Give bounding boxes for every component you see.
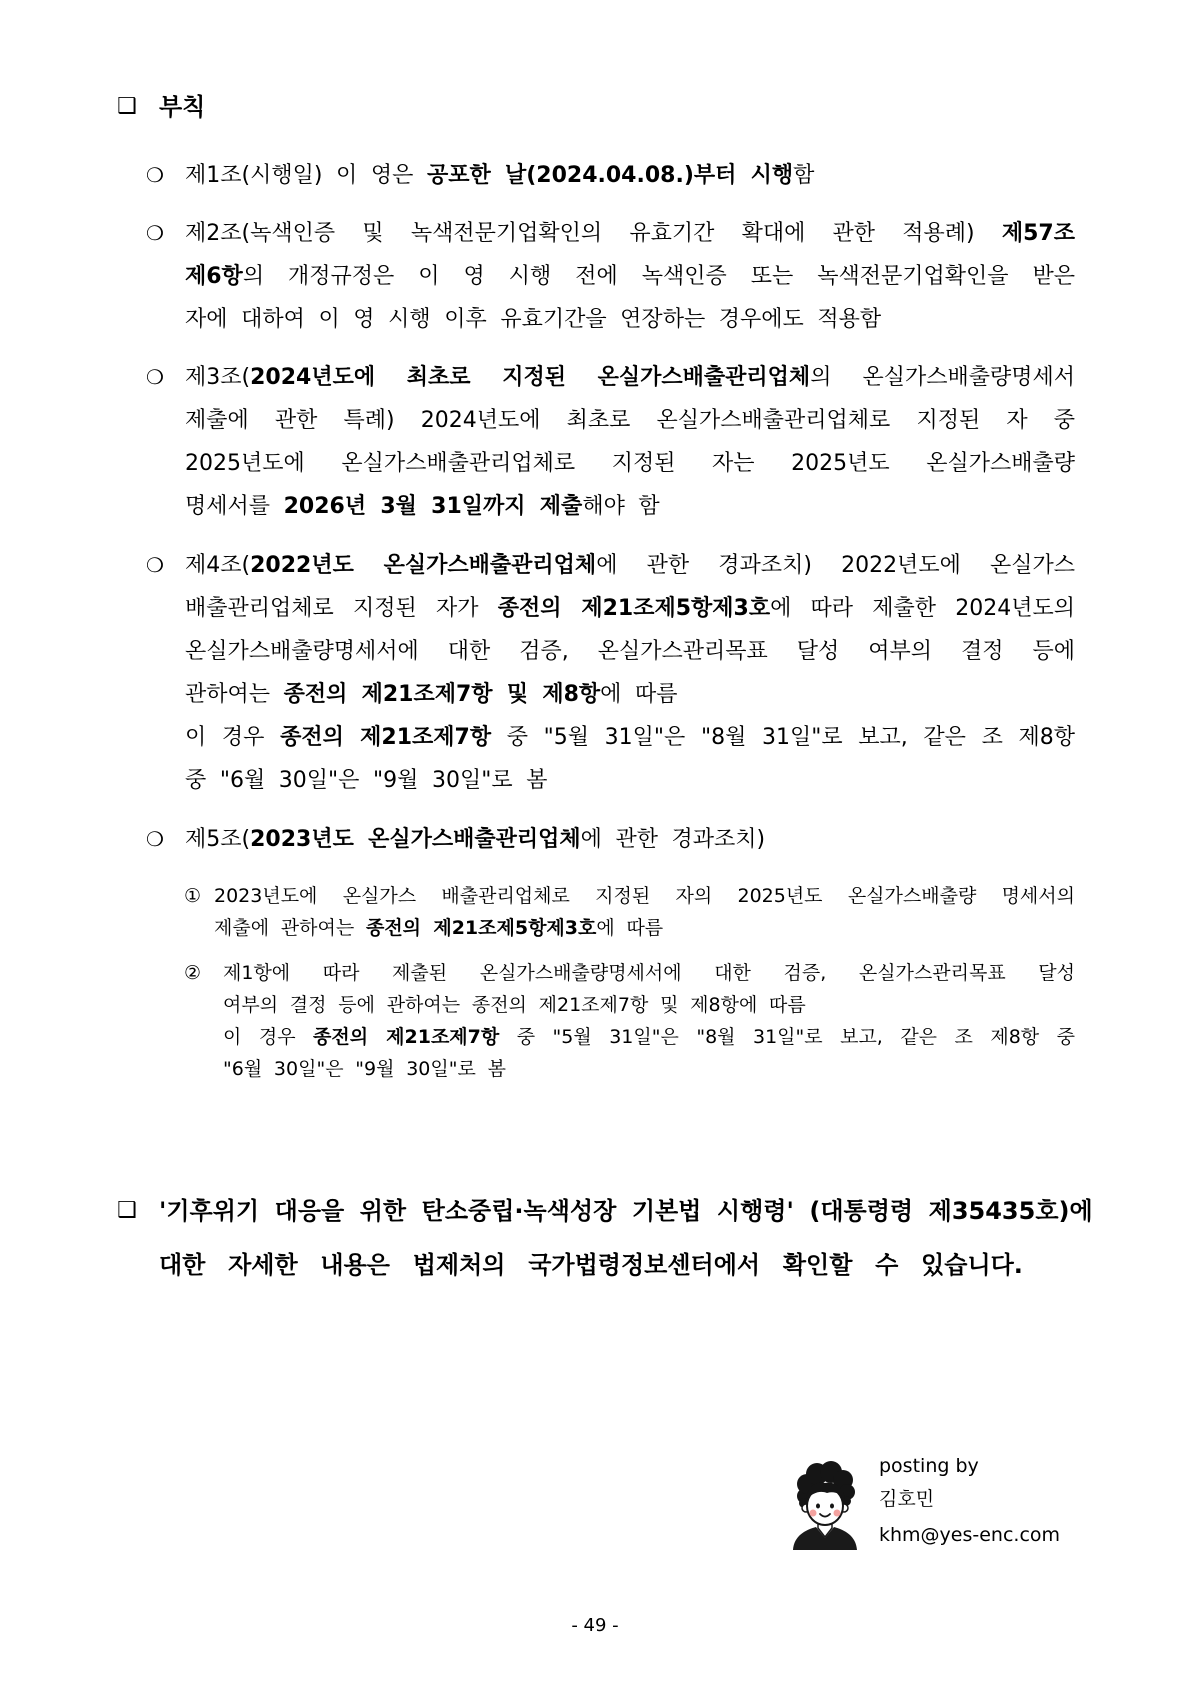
square-bullet-icon: ❑	[117, 94, 137, 119]
text-segment: 이 경우	[223, 1026, 314, 1048]
text-segment: 제5조(	[185, 827, 251, 852]
text-segment: 제출에 관한 특례) 2024년도에 최초로 온실가스배출관리업체로 지정된 자 중	[185, 408, 1075, 433]
text-segment: 함	[793, 163, 815, 188]
text-segment: 중 "6월 30일"은 "9월 30일"로 봄	[185, 768, 548, 793]
bold-segment: 종전의 제21조제5항제3호	[497, 596, 771, 621]
article-5-item-1	[0, 880, 1190, 944]
text-segment: 제출에 관하여는	[214, 917, 366, 939]
text-segment: 에 따름	[600, 682, 678, 707]
reference-note	[0, 1184, 1190, 1292]
text-segment: 여부의 결정 등에 관하여는 종전의 제21조제7항 및 제8항에 따름	[223, 994, 806, 1016]
section-title: 부칙	[159, 93, 206, 121]
text-segment: 제4조(	[185, 553, 251, 578]
item-number: ①	[184, 885, 202, 907]
text-segment: 자에 대하여 이 영 시행 이후 유효기간을 연장하는 경우에도 적용함	[185, 307, 882, 332]
article-line	[185, 630, 1075, 673]
text-segment: 에 따라 제출한 2024년도의	[770, 596, 1075, 621]
text-segment: 에 따름	[596, 917, 664, 939]
text-segment: 제3조(	[185, 365, 251, 390]
article-line	[185, 442, 1075, 485]
item-line	[223, 1053, 1075, 1085]
article-line	[185, 298, 1075, 341]
bold-segment: 2022년도 온실가스배출관리업체	[250, 553, 597, 578]
bold-segment: 제57조	[1001, 221, 1075, 246]
page-number: - 49 -	[571, 1615, 619, 1636]
article-4	[0, 544, 1190, 802]
bold-segment: 종전의 제21조제7항	[280, 725, 492, 750]
bold-segment: 2026년 3월 31일까지 제출	[283, 494, 583, 519]
avatar-body	[793, 1522, 857, 1550]
text-segment: 제1조(시행일) 이 영은	[185, 163, 427, 188]
article-line	[185, 818, 1075, 861]
bold-segment: 종전의 제21조제7항	[313, 1026, 500, 1048]
text-segment: 배출관리업체로 지정된 자가	[185, 596, 498, 621]
article-1	[0, 154, 1190, 197]
posting-email: khm@yes-enc.com	[879, 1524, 1061, 1546]
bold-segment: 2024년도에 최초로 지정된 온실가스배출관리업체	[250, 365, 811, 390]
item-number: ②	[184, 962, 202, 984]
note-line-1: '기후위기 대응을 위한 탄소중립·녹색성장 기본법 시행령' (대통령령 제35435호)에	[159, 1197, 1093, 1225]
square-bullet-icon: ❑	[117, 1198, 137, 1223]
article-line	[185, 212, 1075, 255]
article-line	[185, 485, 1075, 528]
posting-author: 김호민	[879, 1488, 935, 1510]
article-5-item-2	[0, 957, 1190, 1085]
person-avatar-icon	[789, 1458, 861, 1550]
text-segment: "6월 30일"은 "9월 30일"로 봄	[223, 1058, 506, 1080]
article-line	[185, 716, 1075, 759]
text-segment: 에 관한 경과조치)	[580, 827, 766, 852]
article-line	[185, 587, 1075, 630]
text-segment: 중 "5월 31일"은 "8월 31일"로 보고, 같은 조 제8항 중	[499, 1026, 1075, 1048]
article-line	[185, 399, 1075, 442]
circle-bullet-icon: ❍	[146, 365, 164, 389]
text-segment: 의 온실가스배출량명세서	[810, 365, 1075, 390]
article-line	[185, 759, 1075, 802]
bold-segment: 2023년도 온실가스배출관리업체	[250, 827, 581, 852]
text-segment: 해야 함	[582, 494, 660, 519]
item-line	[214, 880, 1075, 912]
article-line	[185, 544, 1075, 587]
text-segment: 제2조(녹색인증 및 녹색전문기업확인의 유효기간 확대에 관한 적용례)	[185, 221, 1002, 246]
posting-label: posting by	[879, 1455, 979, 1477]
circle-bullet-icon: ❍	[146, 221, 164, 245]
bold-segment: 공포한 날(2024.04.08.)부터 시행	[426, 163, 794, 188]
text-segment: 의 개정규정은 이 영 시행 전에 녹색인증 또는 녹색전문기업확인을 받은	[242, 264, 1075, 289]
text-segment: 에 관한 경과조치) 2022년도에 온실가스	[596, 553, 1076, 578]
article-line	[185, 255, 1075, 298]
note-line-2: 대한 자세한 내용은 법제처의 국가법령정보센터에서 확인할 수 있습니다.	[159, 1251, 1023, 1279]
item-line	[214, 912, 1075, 944]
article-2	[0, 212, 1190, 341]
article-5	[0, 818, 1190, 861]
article-3	[0, 356, 1190, 528]
circle-bullet-icon: ❍	[146, 827, 164, 851]
text-segment: 2023년도에 온실가스 배출관리업체로 지정된 자의 2025년도 온실가스배출량 명세서의	[214, 885, 1075, 907]
circle-bullet-icon: ❍	[146, 163, 164, 187]
text-segment: 2025년도에 온실가스배출관리업체로 지정된 자는 2025년도 온실가스배출량	[185, 451, 1075, 476]
article-line	[185, 673, 1075, 716]
text-segment: 온실가스배출량명세서에 대한 검증, 온실가스관리목표 달성 여부의 결정 등에	[185, 639, 1075, 664]
article-line	[185, 356, 1075, 399]
bold-segment: 종전의 제21조제5항제3호	[365, 917, 597, 939]
item-line	[223, 1021, 1075, 1053]
text-segment: 이 경우	[185, 725, 281, 750]
bold-segment: 종전의 제21조제7항 및 제8항	[283, 682, 601, 707]
section-header	[0, 87, 1190, 127]
circle-bullet-icon: ❍	[146, 553, 164, 577]
item-line	[223, 957, 1075, 989]
article-line	[185, 154, 1075, 197]
text-segment: 관하여는	[185, 682, 284, 707]
bold-segment: 제6항	[185, 264, 243, 289]
item-line	[223, 989, 1075, 1021]
text-segment: 제1항에 따라 제출된 온실가스배출량명세서에 대한 검증, 온실가스관리목표 달성	[223, 962, 1075, 984]
text-segment: 중 "5월 31일"은 "8월 31일"로 보고, 같은 조 제8항	[491, 725, 1075, 750]
text-segment: 명세서를	[185, 494, 284, 519]
